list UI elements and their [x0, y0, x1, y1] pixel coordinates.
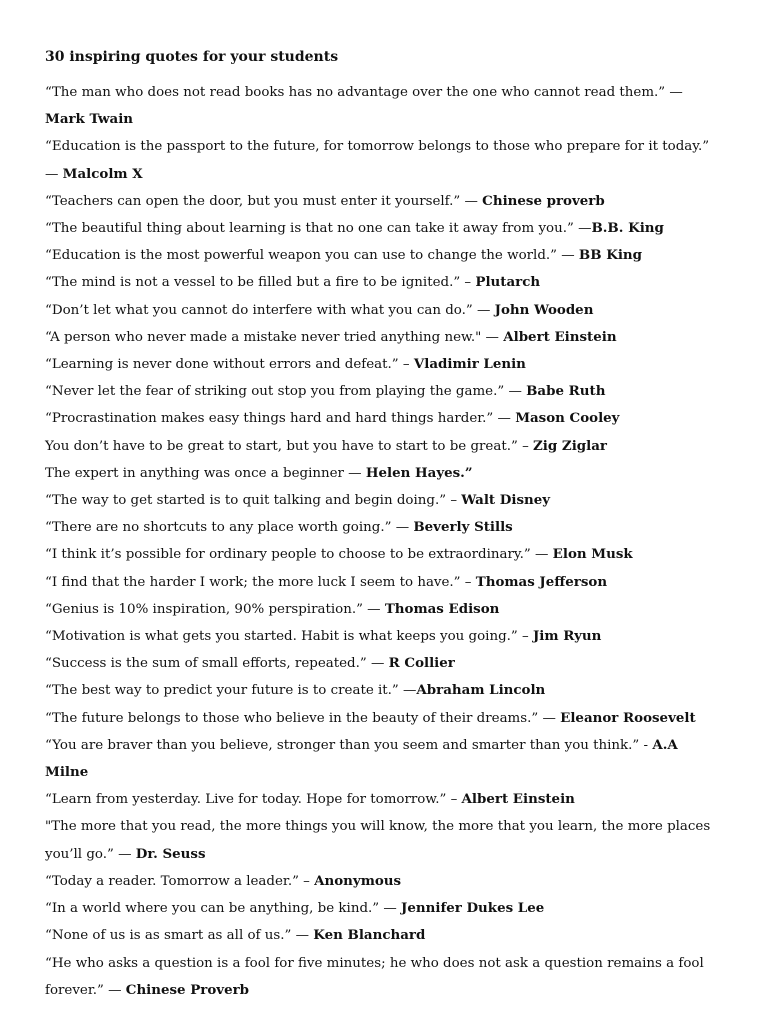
quote-text: “Education is the most powerful weapon you can use to change the world.” —: [45, 248, 579, 264]
quote-author: Jennifer Dukes Lee: [401, 900, 545, 917]
quote-author: Elon Musk: [552, 546, 633, 563]
quote-author: Walt Disney: [461, 492, 551, 509]
quote-item: [45, 79, 725, 133]
quote-text: “Teachers can open the door, but you must enter it yourself.” —: [45, 193, 483, 209]
quote-item: [45, 732, 725, 786]
quote-item: [45, 188, 725, 215]
quote-author: B.B. King: [591, 220, 664, 237]
quote-item: [45, 868, 725, 895]
quote-text: “Education is the passport to the future, for tomorrow belongs to those who prepare for it today.” —: [45, 139, 710, 182]
quote-text: “Never let the fear of striking out stop you from playing the game.” —: [45, 384, 527, 400]
quote-text: “Success is the sum of small efforts, repeated.” —: [45, 656, 389, 672]
document-page: [45, 44, 725, 1004]
quote-text: “Learning is never done without errors and defeat.” –: [45, 357, 414, 373]
quote-item: [45, 487, 725, 514]
quote-author: Zig Ziglar: [533, 437, 607, 454]
quote-text: “The man who does not read books has no advantage over the one who cannot read them.” —: [45, 85, 683, 100]
quote-item: [45, 705, 725, 732]
quote-author: Anonymous: [314, 872, 402, 889]
quote-text: “You are braver than you believe, stronger than you seem and smarter than you think.” -: [45, 737, 653, 753]
quote-text: “Procrastination makes easy things hard and hard things harder.” —: [45, 411, 516, 427]
quote-item: [45, 269, 725, 296]
quote-text: The expert in anything was once a beginner —: [45, 465, 366, 481]
quote-text: “I find that the harder I work; the more luck I seem to have.” –: [45, 574, 476, 590]
quote-item: [45, 242, 725, 269]
quote-item: [45, 133, 725, 187]
quote-author: Albert Einstein: [503, 328, 617, 345]
quote-item: [45, 596, 725, 623]
quote-author: Mason Cooley: [515, 410, 620, 427]
quote-item: [45, 378, 725, 405]
quote-author: R Collier: [388, 655, 455, 672]
quote-text: “A person who never made a mistake never tried anything new." —: [45, 329, 504, 345]
quote-list: [45, 79, 725, 1004]
quote-item: [45, 922, 725, 949]
quote-text: “None of us is as smart as all of us.” —: [45, 928, 314, 944]
quote-author: Mark Twain: [45, 111, 134, 128]
quote-text: “The beautiful thing about learning is that no one can take it away from you.” —: [45, 221, 592, 237]
quote-author: Jim Ryun: [532, 628, 602, 645]
quote-text: “There are no shortcuts to any place worth going.” —: [45, 520, 414, 536]
quote-author: John Wooden: [494, 301, 594, 318]
quote-author: Malcolm X: [62, 165, 143, 182]
quote-item: [45, 895, 725, 922]
quote-text: “Motivation is what gets you started. Habit is what keeps you going.” –: [45, 629, 533, 645]
quote-text: “He who asks a question is a fool for five minutes; he who does not ask a question remains a fool forever.” —: [45, 955, 704, 998]
quote-author: Chinese proverb: [482, 192, 605, 209]
quote-item: [45, 541, 725, 568]
quote-item: [45, 297, 725, 324]
quote-item: [45, 623, 725, 650]
quote-text: “In a world where you can be anything, be kind.” —: [45, 901, 402, 917]
quote-item: [45, 405, 725, 432]
quote-item: [45, 460, 725, 487]
quote-text: "The more that you read, the more things you will know, the more that you learn, the more places you’ll go.” —: [45, 819, 711, 862]
quote-author: Babe Ruth: [526, 383, 606, 400]
quote-text: You don’t have to be great to start, but you have to start to be great.” –: [45, 438, 534, 454]
quote-author: Abraham Lincoln: [416, 682, 546, 699]
quote-text: “Learn from yesterday. Live for today. Hope for tomorrow.” –: [45, 792, 462, 808]
quote-author: Dr. Seuss: [135, 845, 206, 862]
quote-text: “The best way to predict your future is to create it.” —: [45, 683, 417, 699]
document-title: 30 inspiring quotes for your students: [45, 49, 339, 65]
quote-item: [45, 650, 725, 677]
quote-item: [45, 569, 725, 596]
quote-author: Vladimir Lenin: [413, 356, 526, 373]
quote-item: [45, 351, 725, 378]
quote-text: “The way to get started is to quit talking and begin doing.” –: [45, 493, 462, 509]
quote-text: “Genius is 10% inspiration, 90% perspiration.” —: [45, 601, 385, 617]
quote-item: [45, 215, 725, 242]
quote-text: “Today a reader. Tomorrow a leader.” –: [45, 873, 315, 889]
quote-item: [45, 514, 725, 541]
quote-text: “The future belongs to those who believe in the beauty of their dreams.” —: [45, 710, 561, 726]
quote-item: [45, 433, 725, 460]
quote-text: “I think it’s possible for ordinary people to choose to be extraordinary.” —: [45, 547, 553, 563]
quote-author: A.A Milne: [45, 736, 678, 781]
quote-text: “Don’t let what you cannot do interfere with what you can do.” —: [45, 302, 495, 318]
quote-author: Ken Blanchard: [313, 927, 426, 944]
quote-item: [45, 950, 725, 1004]
quote-author: Plutarch: [475, 274, 541, 291]
quote-item: [45, 786, 725, 813]
quote-author: Helen Hayes.”: [365, 464, 473, 481]
quote-author: Eleanor Roosevelt: [560, 709, 696, 726]
quote-author: Thomas Jefferson: [475, 573, 608, 590]
quote-text: “The mind is not a vessel to be filled but a fire to be ignited.” –: [45, 275, 476, 291]
quote-author: Beverly Stills: [413, 519, 513, 536]
quote-author: Thomas Edison: [384, 600, 500, 617]
quote-item: [45, 677, 725, 704]
quote-author: Albert Einstein: [461, 791, 575, 808]
quote-item: [45, 324, 725, 351]
quote-item: [45, 813, 725, 867]
quote-author: BB King: [578, 247, 643, 264]
quote-author: Chinese Proverb: [125, 981, 250, 998]
